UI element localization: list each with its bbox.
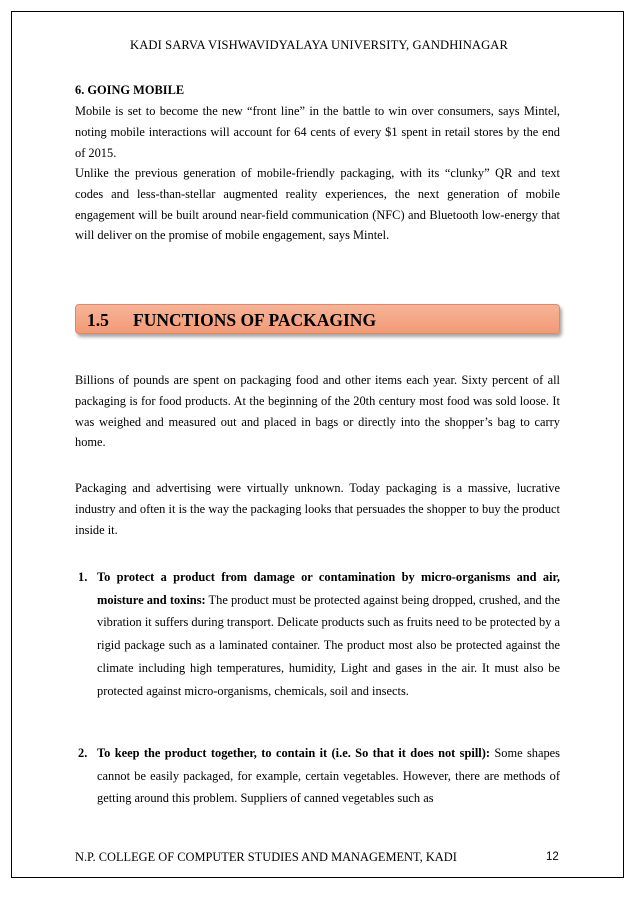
list-item-text: Some shapes cannot be easily packaged, for example, certain vegetables. However, there are methods of getting around this problem. Suppliers of canned vegetables such as <box>97 746 560 806</box>
page-footer: N.P. COLLEGE OF COMPUTER STUDIES AND MANAGEMENT, KADI <box>75 850 457 864</box>
page-header: KADI SARVA VISHWAVIDYALAYA UNIVERSITY, GANDHINAGAR <box>130 38 508 52</box>
body-paragraph-2: Packaging and advertising were virtually unknown. Today packaging is a massive, lucrative industry and often it is the way the packaging looks that persuades the shopper to buy the product inside it. <box>75 481 560 537</box>
list-item-number: 2. <box>78 746 88 760</box>
section-number: 1.5 <box>87 310 109 330</box>
section-heading-bar <box>75 304 560 334</box>
list-item-text: The product must be protected against being dropped, crushed, and the vibration it suffers during transport. Delicate products such as fruits need to be protected by a rigid package such as a laminated container. The product most also be protected against the climate including high temperatures, humidity, Light and gases in the air. It must also be protected against micro-organisms, chemicals, soil and insects. <box>97 592 560 698</box>
list-item <box>97 566 560 702</box>
list-item <box>97 742 560 810</box>
body-paragraph-1: Billions of pounds are spent on packaging food and other items each year. Sixty percent of all packaging is for food products. At the beginning of the 20th century most food was sold loose. It was weighed and measured out and placed in bags or directly into the shopper’s bag to carry home. <box>75 373 560 450</box>
list-item-bold-lead: To protect a product from damage or contamination by micro-organisms and air, moisture and toxins: <box>97 570 560 607</box>
section-title: FUNCTIONS OF PACKAGING <box>133 310 377 330</box>
going-mobile-heading: 6. GOING MOBILE <box>75 83 185 97</box>
going-mobile-paragraph-1: Mobile is set to become the new “front line” in the battle to win over consumers, says Mintel, noting mobile interactions will account for 64 cents of every $1 spent in retail stores by the end of 2015. <box>75 104 560 160</box>
list-item-bold-lead: To keep the product together, to contain it (i.e. So that it does not spill): <box>97 746 490 760</box>
going-mobile-paragraph-2: Unlike the previous generation of mobile-friendly packaging, with its “clunky” QR and text codes and less-than-stellar augmented reality experiences, the next generation of mobile engagement will be built around near-field communication (NFC) and Bluetooth low-energy that will deliver on the promise of mobile engagement, says Mintel. <box>75 166 560 243</box>
list-item-number: 1. <box>78 570 88 584</box>
page-number: 12 <box>546 851 559 863</box>
